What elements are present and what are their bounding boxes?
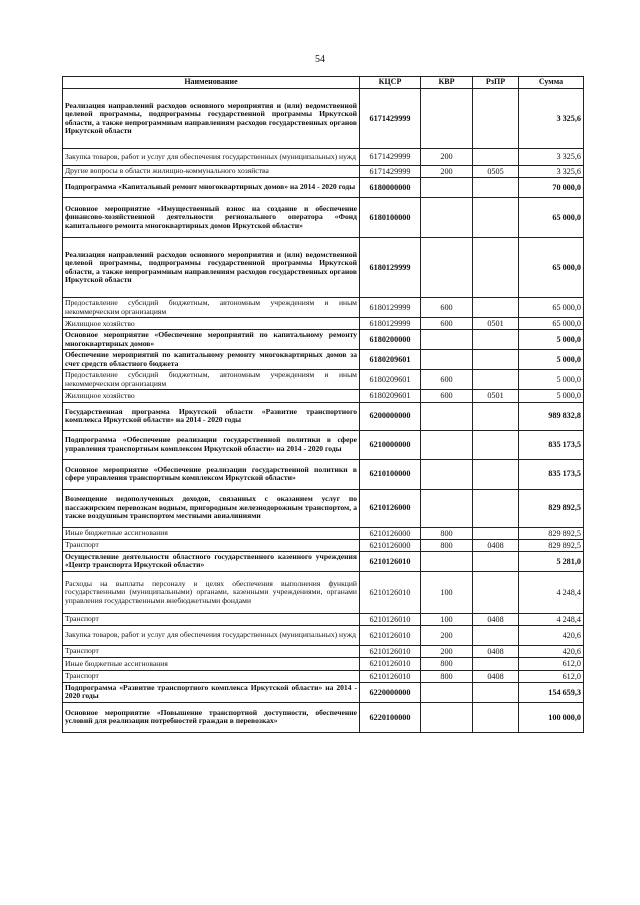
row-sum-cell: 5 000,0 [519,330,584,350]
table-row [63,539,584,551]
row-sum-cell: 4 248,4 [519,613,584,625]
row-sum-cell: 5 000,0 [519,350,584,370]
table-row [63,613,584,625]
table-row [63,238,584,298]
row-name-cell: Государственная программа Иркутской области «Развитие транспортного комплекса Иркутской области» на 2014 - 2020 годы [63,402,360,430]
row-kvr-cell: 600 [421,318,473,330]
row-kcsr-cell: 6210126010 [360,658,421,670]
row-sum-cell: 65 000,0 [519,238,584,298]
row-rzpr-cell: 0501 [473,390,519,402]
row-sum-cell: 70 000,0 [519,178,584,198]
row-name-cell: Жилищное хозяйство [63,390,360,402]
row-kvr-cell [421,489,473,527]
row-name-cell: Предоставление субсидий бюджетным, автономным учреждениям и иным некоммерческим организациям [63,298,360,318]
row-rzpr-cell [473,702,519,732]
row-rzpr-cell: 0408 [473,613,519,625]
row-kvr-cell: 200 [421,149,473,166]
row-name-cell: Транспорт [63,646,360,658]
row-kvr-cell [421,551,473,571]
row-sum-cell: 4 248,4 [519,571,584,613]
table-body [63,89,584,733]
row-kcsr-cell: 6180200000 [360,330,421,350]
row-kvr-cell [421,402,473,430]
row-kcsr-cell: 6180000000 [360,178,421,198]
row-rzpr-cell [473,298,519,318]
table-row [63,402,584,430]
row-kcsr-cell: 6220000000 [360,682,421,702]
row-rzpr-cell [473,238,519,298]
row-sum-cell: 835 173,5 [519,459,584,489]
budget-table [62,76,584,733]
table-row [63,682,584,702]
row-sum-cell: 420,6 [519,626,584,646]
row-kcsr-cell: 6210126000 [360,527,421,539]
row-name-cell: Транспорт [63,613,360,625]
row-kvr-cell [421,330,473,350]
row-kcsr-cell: 6171429999 [360,89,421,149]
row-sum-cell: 612,0 [519,670,584,682]
row-name-cell: Иные бюджетные ассигнования [63,658,360,670]
row-kcsr-cell: 6180100000 [360,198,421,238]
row-kcsr-cell: 6171429999 [360,166,421,178]
row-kcsr-cell: 6200000000 [360,402,421,430]
row-kvr-cell [421,459,473,489]
row-sum-cell: 989 832,8 [519,402,584,430]
table-row [63,198,584,238]
row-kcsr-cell: 6180129999 [360,318,421,330]
row-sum-cell: 5 000,0 [519,370,584,390]
row-name-cell: Иные бюджетные ассигнования [63,527,360,539]
table-row [63,658,584,670]
table-row [63,551,584,571]
row-rzpr-cell [473,149,519,166]
row-rzpr-cell [473,178,519,198]
row-sum-cell: 5 000,0 [519,390,584,402]
table-row [63,89,584,149]
row-name-cell: Подпрограмма «Развитие транспортного комплекса Иркутской области» на 2014 - 2020 годы [63,682,360,702]
row-name-cell: Подпрограмма «Обеспечение реализации государственной политики в сфере управления транспортным комплексом Иркутской области» на 2014 - 2020 годы [63,430,360,459]
row-kcsr-cell: 6220100000 [360,702,421,732]
row-name-cell: Закупка товаров, работ и услуг для обеспечения государственных (муниципальных) нужд [63,149,360,166]
row-rzpr-cell [473,626,519,646]
row-sum-cell: 154 659,3 [519,682,584,702]
row-name-cell: Другие вопросы в области жилищно-коммунального хозяйства [63,166,360,178]
row-rzpr-cell [473,459,519,489]
row-rzpr-cell [473,430,519,459]
row-sum-cell: 829 892,5 [519,489,584,527]
row-kvr-cell [421,198,473,238]
table-row [63,149,584,166]
page-number: 54 [315,54,325,65]
row-sum-cell: 420,6 [519,646,584,658]
row-sum-cell: 65 000,0 [519,298,584,318]
table-row [63,178,584,198]
row-name-cell: Предоставление субсидий бюджетным, автономным учреждениям и иным некоммерческим организациям [63,370,360,390]
row-kcsr-cell: 6210126000 [360,489,421,527]
row-kvr-cell [421,430,473,459]
row-kvr-cell: 100 [421,571,473,613]
row-kvr-cell [421,238,473,298]
row-name-cell: Основное мероприятие «Обеспечение мероприятий по капитальному ремонту многоквартирных домов» [63,330,360,350]
row-kvr-cell: 800 [421,670,473,682]
table-header-row [63,77,584,89]
row-rzpr-cell [473,527,519,539]
table-row [63,318,584,330]
row-rzpr-cell [473,89,519,149]
header-sum: Сумма [519,77,584,89]
row-kcsr-cell: 6210126010 [360,646,421,658]
row-rzpr-cell [473,489,519,527]
row-kcsr-cell: 6210126010 [360,551,421,571]
row-kcsr-cell: 6171429999 [360,149,421,166]
row-name-cell: Возмещение недополученных доходов, связанных с оказанием услуг по пассажирским перевозкам водным, пригородным железнодорожным транспортом, а также воздушным транспортом местными авиалиниями [63,489,360,527]
row-kvr-cell: 100 [421,613,473,625]
row-kcsr-cell: 6180209601 [360,350,421,370]
row-rzpr-cell [473,330,519,350]
row-kvr-cell [421,350,473,370]
table-row [63,646,584,658]
row-kcsr-cell: 6180209601 [360,390,421,402]
table-row [63,670,584,682]
row-kcsr-cell: 6210126010 [360,670,421,682]
row-kvr-cell [421,178,473,198]
row-sum-cell: 3 325,6 [519,166,584,178]
header-kcsr: КЦСР [360,77,421,89]
row-rzpr-cell [473,571,519,613]
table-row [63,370,584,390]
row-sum-cell: 100 000,0 [519,702,584,732]
row-name-cell: Осуществление деятельности областного государственного казенного учреждения «Центр транспорта Иркутской области» [63,551,360,571]
row-kcsr-cell: 6210100000 [360,459,421,489]
header-name: Наименование [63,77,360,89]
row-rzpr-cell [473,370,519,390]
row-kvr-cell: 600 [421,298,473,318]
row-kcsr-cell: 6180129999 [360,298,421,318]
row-kvr-cell: 600 [421,390,473,402]
table-row [63,527,584,539]
row-sum-cell: 835 173,5 [519,430,584,459]
row-name-cell: Расходы на выплаты персоналу в целях обеспечения выполнения функций государственными (муниципальными) органами, казенными учреждениями, органами управления государственными внебюджетными фондами [63,571,360,613]
table-row [63,298,584,318]
row-kcsr-cell: 6210126010 [360,626,421,646]
table-row [63,430,584,459]
table-row [63,330,584,350]
row-kcsr-cell: 6210126000 [360,539,421,551]
row-rzpr-cell [473,682,519,702]
row-kvr-cell: 200 [421,166,473,178]
row-sum-cell: 829 892,5 [519,539,584,551]
row-kcsr-cell: 6210126010 [360,571,421,613]
row-sum-cell: 65 000,0 [519,318,584,330]
row-kvr-cell: 800 [421,539,473,551]
table-row [63,626,584,646]
row-kvr-cell: 200 [421,626,473,646]
row-rzpr-cell [473,658,519,670]
row-kvr-cell [421,682,473,702]
row-name-cell: Основное мероприятие «Обеспечение реализации государственной политики в сфере управления транспортным комплексом Иркутской области» [63,459,360,489]
header-rzpr: РзПР [473,77,519,89]
table-row [63,166,584,178]
row-kcsr-cell: 6210000000 [360,430,421,459]
header-kvr: КВР [421,77,473,89]
row-name-cell: Обеспечение мероприятий по капитальному ремонту многоквартирных домов за счет средств областного бюджета [63,350,360,370]
row-kvr-cell [421,89,473,149]
row-rzpr-cell [473,402,519,430]
row-name-cell: Основное мероприятие «Имущественный взнос на создание и обеспечение финансово-хозяйственной деятельности регионального оператора «Фонд капитального ремонта многоквартирных домов Иркутской области» [63,198,360,238]
row-kvr-cell: 600 [421,370,473,390]
row-rzpr-cell [473,551,519,571]
row-sum-cell: 3 325,6 [519,149,584,166]
row-rzpr-cell [473,198,519,238]
table-row [63,702,584,732]
row-name-cell: Реализация направлений расходов основного мероприятия и (или) ведомственной целевой программы, подпрограммы государственной программы Иркутской области, а также непрограммным направлениям расходов государственных органов Иркутской области [63,238,360,298]
table-row [63,390,584,402]
row-name-cell: Подпрограмма «Капитальный ремонт многоквартирных домов» на 2014 - 2020 годы [63,178,360,198]
row-kcsr-cell: 6180129999 [360,238,421,298]
row-sum-cell: 65 000,0 [519,198,584,238]
table-row [63,459,584,489]
row-sum-cell: 612,0 [519,658,584,670]
table-row [63,571,584,613]
row-kcsr-cell: 6180209601 [360,370,421,390]
row-rzpr-cell: 0505 [473,166,519,178]
row-kcsr-cell: 6210126010 [360,613,421,625]
row-sum-cell: 829 892,5 [519,527,584,539]
row-rzpr-cell: 0408 [473,670,519,682]
row-name-cell: Транспорт [63,539,360,551]
row-sum-cell: 3 325,6 [519,89,584,149]
row-name-cell: Основное мероприятие «Повышение транспортной доступности, обеспечение условий для реализации потребностей граждан в перевозках» [63,702,360,732]
row-kvr-cell: 800 [421,527,473,539]
row-name-cell: Закупка товаров, работ и услуг для обеспечения государственных (муниципальных) нужд [63,626,360,646]
row-rzpr-cell: 0501 [473,318,519,330]
row-rzpr-cell: 0408 [473,539,519,551]
row-kvr-cell [421,702,473,732]
table-row [63,350,584,370]
row-kvr-cell: 800 [421,658,473,670]
row-rzpr-cell [473,350,519,370]
row-rzpr-cell: 0408 [473,646,519,658]
table-row [63,489,584,527]
row-kvr-cell: 200 [421,646,473,658]
row-name-cell: Жилищное хозяйство [63,318,360,330]
row-name-cell: Реализация направлений расходов основного мероприятия и (или) ведомственной целевой программы, подпрограммы государственной программы Иркутской области, а также непрограммным направлениям расходов государственных органов Иркутской области [63,89,360,149]
row-sum-cell: 5 281,0 [519,551,584,571]
row-name-cell: Транспорт [63,670,360,682]
